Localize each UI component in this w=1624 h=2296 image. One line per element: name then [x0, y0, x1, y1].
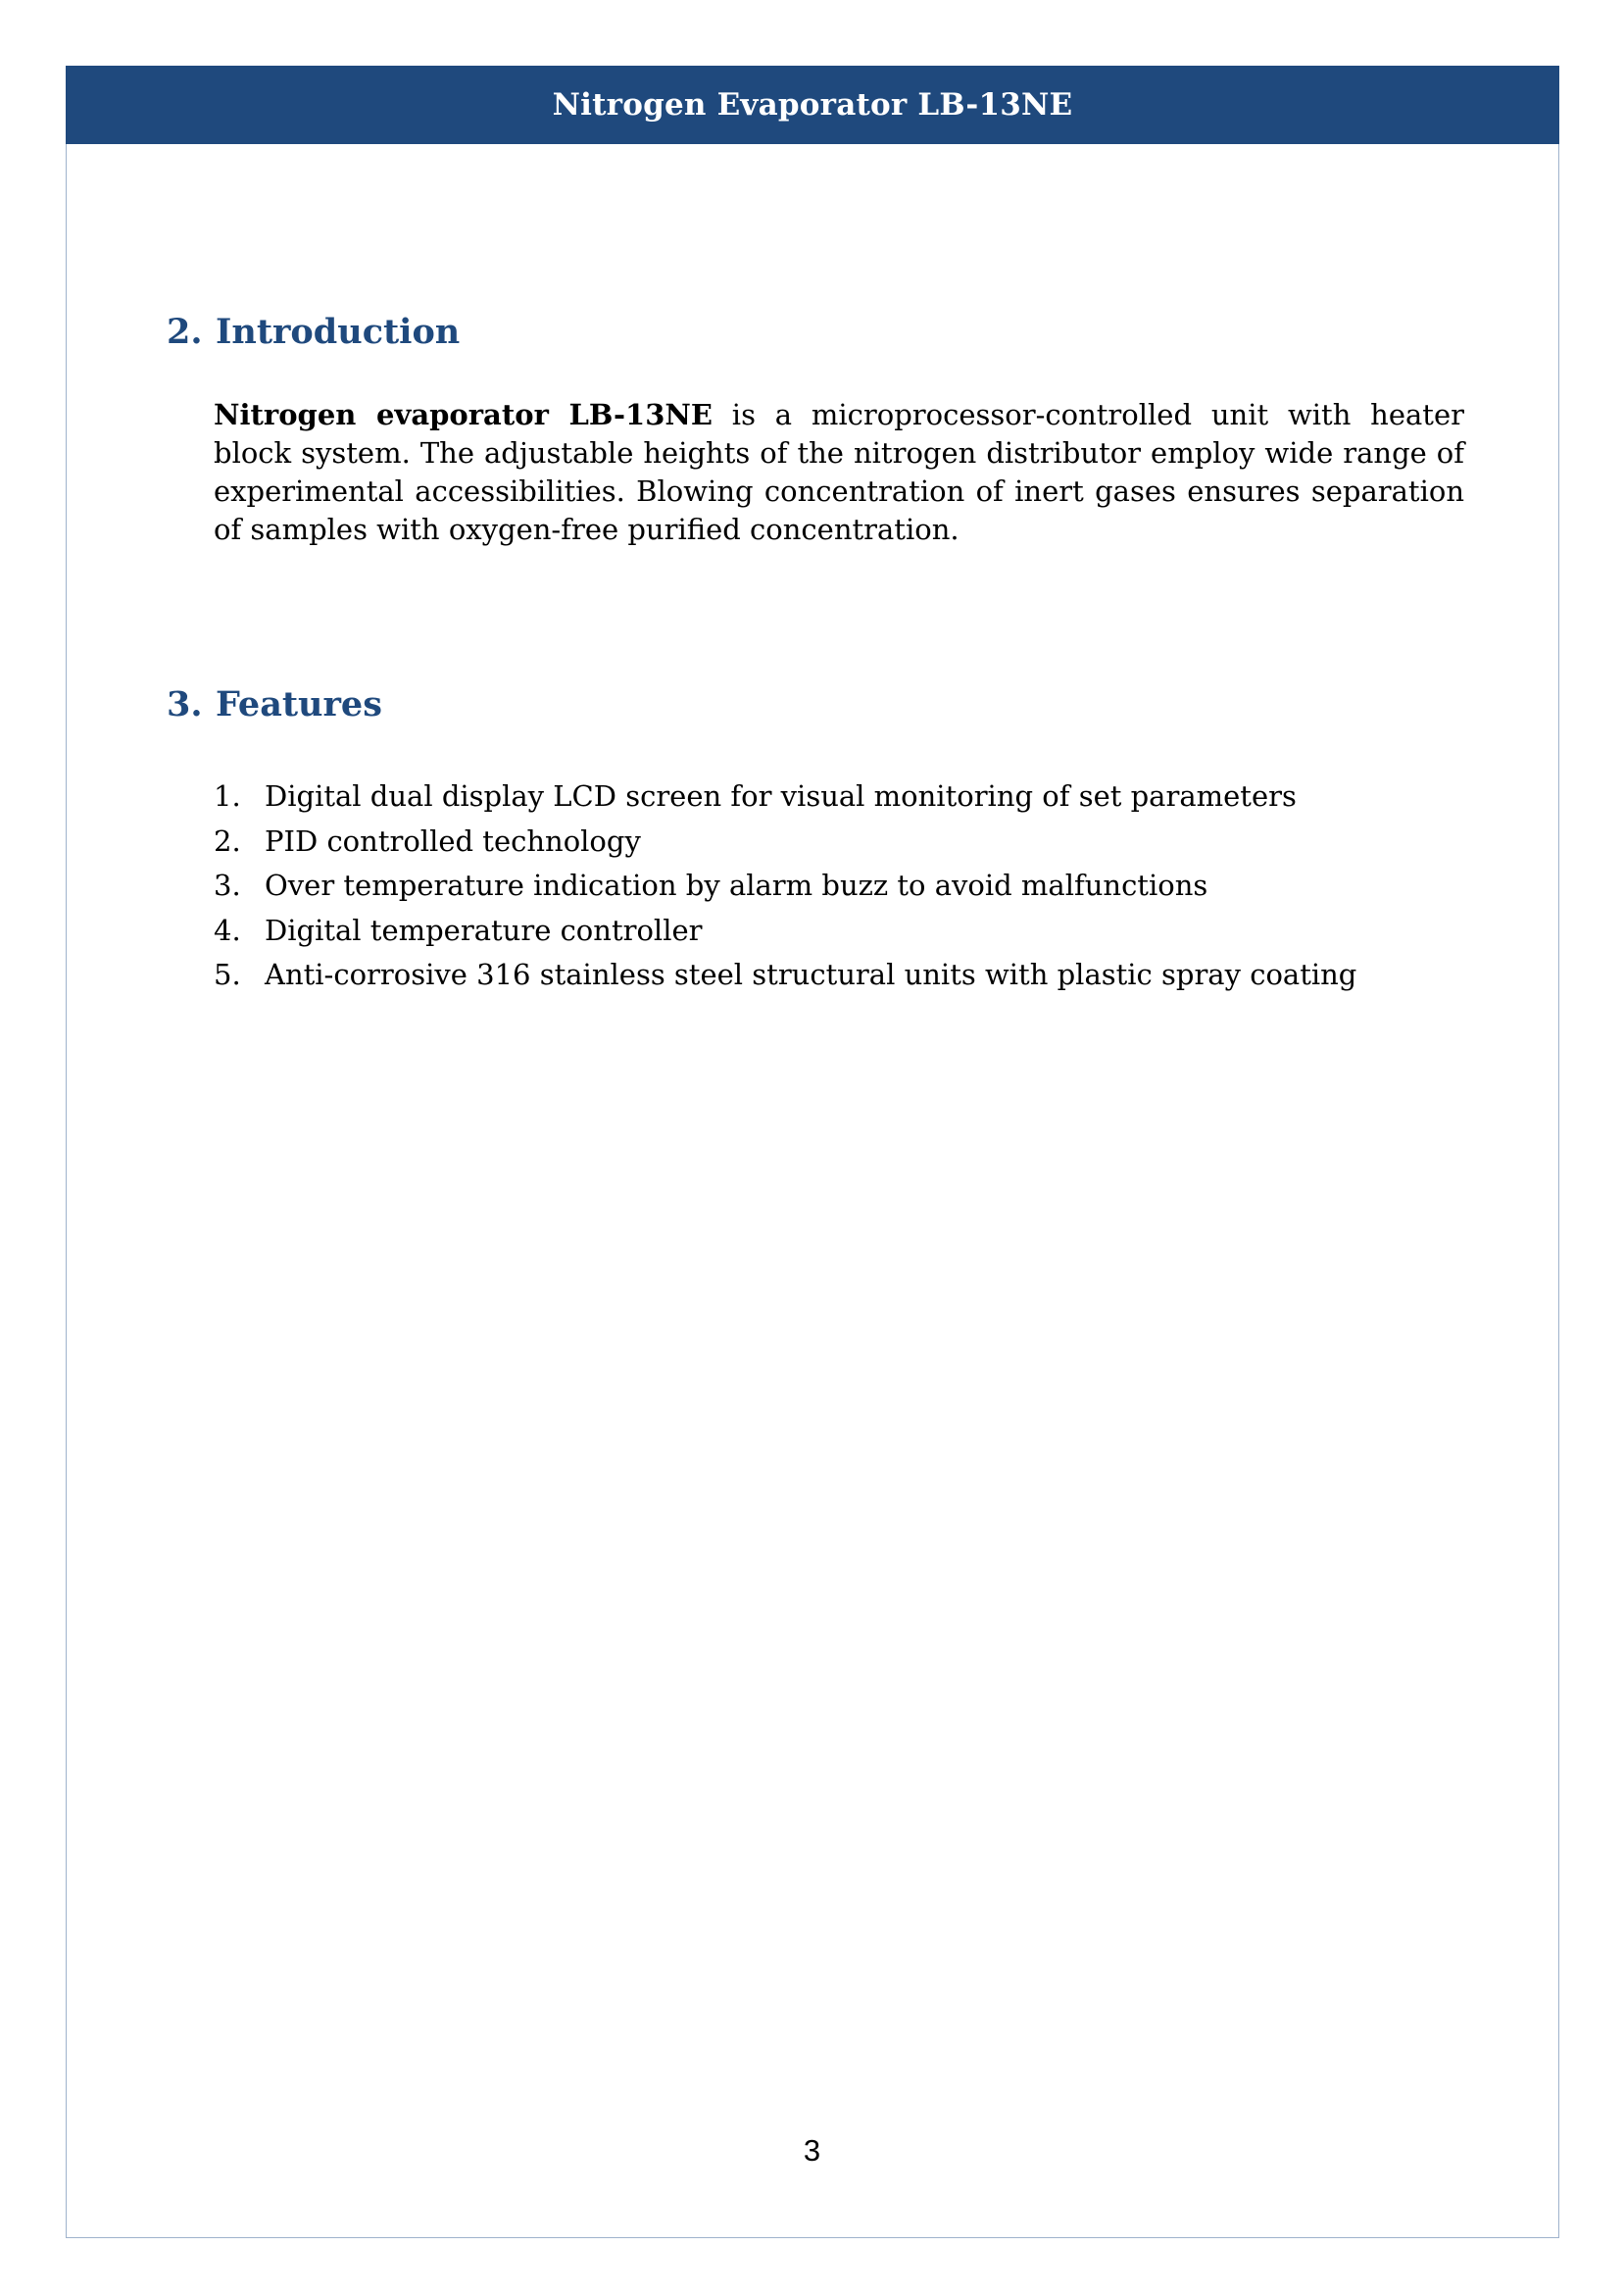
introduction-section-number: 2. [167, 312, 203, 352]
introduction-paragraph [214, 396, 1464, 549]
list-item-text: Digital temperature controller [265, 913, 703, 947]
list-item-number: 4. [214, 913, 241, 947]
list-item-text: PID controlled technology [265, 824, 641, 858]
list-item-number: 2. [214, 824, 241, 858]
introduction-section-title: Introduction [216, 312, 461, 352]
list-item-number: 1. [214, 779, 241, 813]
page-border [66, 66, 1559, 2238]
header-band [66, 66, 1559, 144]
features-heading [167, 684, 382, 724]
features-section-number: 3. [167, 684, 203, 724]
list-item [214, 820, 1356, 865]
features-section-title: Features [216, 684, 382, 724]
list-item-number: 3. [214, 869, 241, 902]
document-title: Nitrogen Evaporator LB-13NE [552, 87, 1073, 123]
page-number: 3 [803, 2133, 821, 2168]
features-list [214, 774, 1356, 998]
list-item [214, 953, 1356, 998]
introduction-heading [167, 312, 460, 352]
list-item-text: Digital dual display LCD screen for visual monitoring of set parameters [265, 779, 1297, 813]
list-item [214, 864, 1356, 909]
list-item-number: 5. [214, 958, 241, 991]
list-item-text: Over temperature indication by alarm buzz to avoid malfunctions [265, 869, 1208, 902]
list-item [214, 909, 1356, 954]
list-item-text: Anti-corrosive 316 stainless steel structural units with plastic spray coating [265, 958, 1357, 991]
introduction-body-text: is a microprocessor-controlled unit with heater block system. The adjustable heights of the nitrogen distributor employ wide range of experimental accessibilities. Blowing concentration of inert gases ensures separation of samples with oxygen-free purified concentration. [214, 398, 1464, 546]
list-item [214, 774, 1356, 820]
introduction-lead-bold: Nitrogen evaporator LB-13NE [214, 398, 713, 431]
